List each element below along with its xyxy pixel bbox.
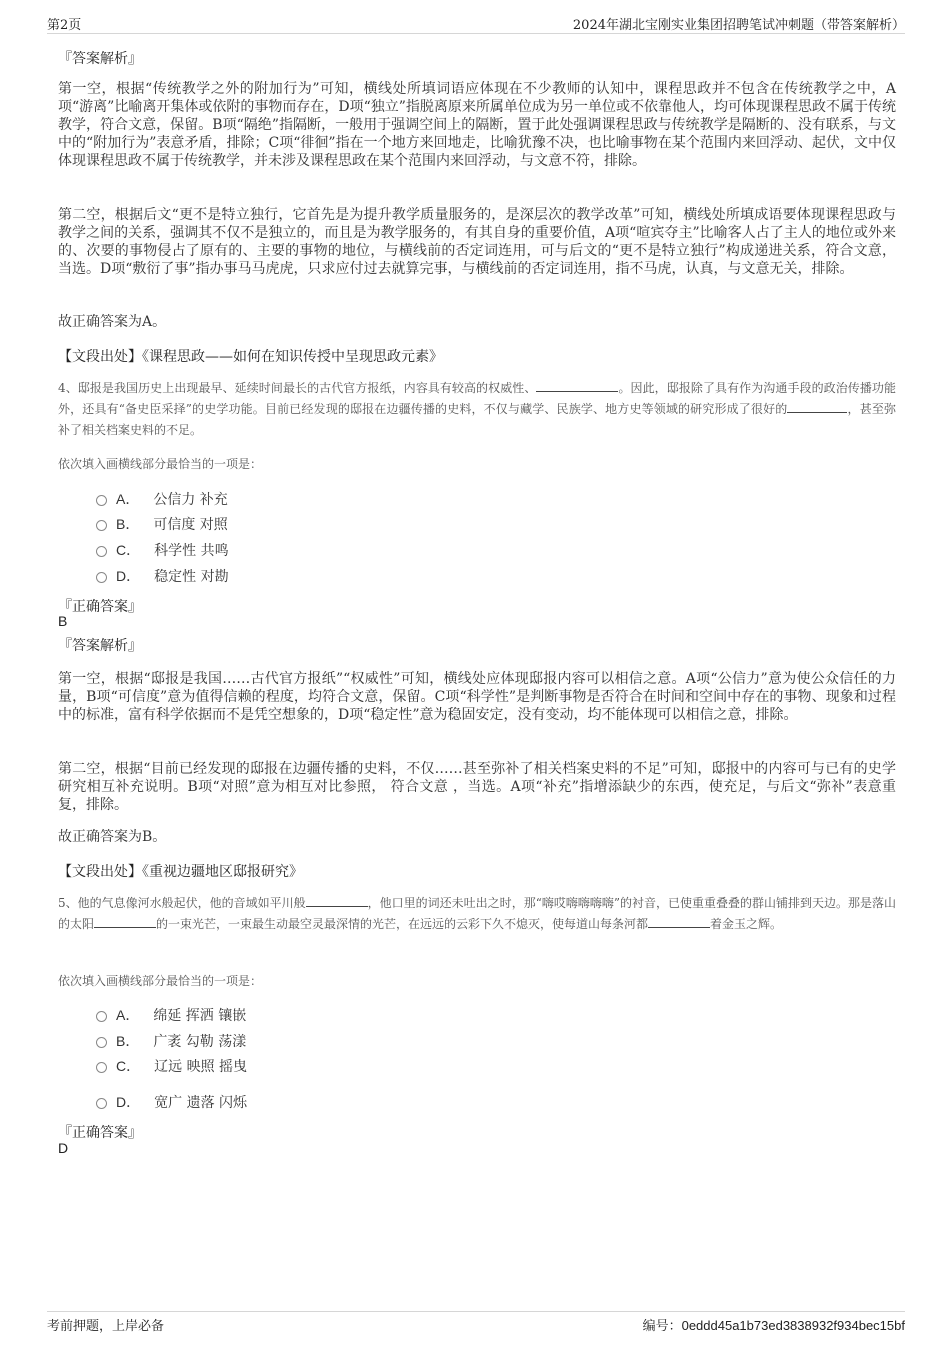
radio-icon[interactable] (96, 1037, 107, 1048)
radio-icon[interactable] (96, 1011, 107, 1022)
footer-slogan: 考前押题，上岸必备 (47, 1319, 165, 1334)
q4-conclusion: 故正确答案为B。 (58, 829, 167, 845)
q5-blank-1 (306, 893, 368, 907)
q3-analysis-paragraph-1: 第一空，根据“传统教学之外的附加行为”可知，横线处所填词语应体现在不少教师的认知中，课程思政并不包含在传统教学之中，A项“游离”比喻离开集体或依附的事物而存在，D项“独立”指脱离原来所属单位成为另一单位或不依靠他人，均可体现课程思政不属于传统教学，符合文意，保留。B项“隔绝”指隔断，一般用于强调空间上的隔断，置于此处强调课程思政与传统教学是隔断的、没有联系，与文中的“附加行为”表意矛盾，排除；C项“徘徊”指在一个地方来回地走，比喻犹豫不决，也比喻事物在某个范围内来回浮动、起伏，文中仅体现课程思政不属于传统教学，并未涉及课程思政在某个范围内来回浮动，与文意不符，排除。 (58, 81, 896, 169)
radio-icon[interactable] (96, 572, 107, 583)
q4-correct-label: 『正确答案』 (58, 599, 142, 615)
q5-option-a[interactable]: A． 绵延 挥洒 镶嵌 (96, 1005, 246, 1025)
q4-option-a[interactable]: A． 公信力 补充 (96, 489, 228, 509)
page-number: 第2页 (47, 18, 82, 33)
q4-option-d[interactable]: D． 稳定性 对勘 (96, 566, 229, 586)
q5-option-d[interactable]: D． 宽广 遗落 闪烁 (96, 1092, 247, 1112)
q4-stem: 4、邸报是我国历史上出现最早、延续时间最长的古代官方报纸，内容具有较高的权威性、 。因此，邸报除了具有作为沟通手段的政治传播功能外，还具有“备史臣采择”的史学功能。目前已经发现的邸报在边疆传播的史料，不仅与藏学、民族学、地方史等领域的研究形成了很好的 ，甚至弥补了相关档案史料的不足。 (58, 378, 896, 441)
document-title: 2024年湖北宝刚实业集团招聘笔试冲刺题（带答案解析） (572, 18, 905, 33)
q4-blank-2 (787, 399, 847, 413)
q4-option-c[interactable]: C． 科学性 共鸣 (96, 540, 229, 560)
radio-icon[interactable] (96, 1062, 107, 1073)
q4-analysis-paragraph-2: 第二空，根据“目前已经发现的邸报在边疆传播的史料，不仅……甚至弥补了相关档案史料的不足”可知，邸报中的内容可与已有的史学研究相互补充说明。B项“对照”意为相互对比参照， 符合文意 ，当选。A项“补充”指增添缺少的东西，使充足，与后文“弥补”表意重复，排除。 (58, 761, 896, 813)
q5-instruction: 依次填入画横线部分最恰当的一项是： (58, 974, 263, 988)
q3-conclusion: 故正确答案为A。 (58, 314, 167, 330)
q5-blank-3 (648, 914, 710, 928)
footer-code: 编号：0eddd45a1b73ed3838932f934bec15bf (642, 1318, 905, 1334)
q5-option-c[interactable]: C． 辽远 映照 摇曳 (96, 1056, 247, 1076)
q5-option-b[interactable]: B． 广袤 勾勒 荡漾 (96, 1031, 246, 1051)
q4-instruction: 依次填入画横线部分最恰当的一项是： (58, 457, 263, 471)
q4-source: 【文段出处】《重视边疆地区邸报研究》 (58, 864, 303, 880)
q4-analysis-paragraph-1: 第一空，根据“邸报是我国……古代官方报纸”“权威性”可知，横线处应体现邸报内容可以相信之意。A项“公信力”意为使公众信任的力量，B项“可信度”意为值得信赖的程度，均符合文意，保留。C项“科学性”是判断事物是否符合在时间和空间中存在的事物、现象和过程中的标准，富有科学依据而不是凭空想象的，D项“稳定性”意为稳固安定，没有变动，均不能体现可以相信之意，排除。 (58, 671, 896, 723)
q4-option-b[interactable]: B． 可信度 对照 (96, 514, 228, 534)
q5-stem: 5、他的气息像河水般起伏，他的音域如平川般 ，他口里的词还未吐出之时，那“嗨哎嗨嗨嗨嗨”的衬音，已使重重叠叠的群山铺排到天边。那是落山的太阳 的一束光芒，一束最生动最空灵最深情的光芒，在远远的云彩下久不熄灭，使每道山每条河都 着金玉之辉。 (58, 893, 896, 935)
q4-correct-answer: B (58, 613, 68, 629)
q5-correct-answer: D (58, 1140, 69, 1156)
q3-analysis-label: 『答案解析』 (58, 51, 142, 67)
radio-icon[interactable] (96, 546, 107, 557)
page-footer (47, 1311, 905, 1336)
radio-icon[interactable] (96, 1098, 107, 1109)
q4-analysis-label: 『答案解析』 (58, 638, 142, 654)
radio-icon[interactable] (96, 520, 107, 531)
q4-blank-1 (536, 378, 618, 392)
radio-icon[interactable] (96, 495, 107, 506)
q3-source: 【文段出处】《课程思政——如何在知识传授中呈现思政元素》 (58, 349, 443, 365)
page-header (47, 13, 905, 34)
q5-blank-2 (94, 914, 156, 928)
q3-analysis-paragraph-2: 第二空，根据后文“更不是特立独行，它首先是为提升教学质量服务的，是深层次的教学改革”可知，横线处所填成语要体现课程思政与教学之间的关系，强调其不仅不是独立的，而且是为教学服务的，有其自身的重要价值，A项“喧宾夺主”比喻客人占了主人的地位或外来的、次要的事物侵占了原有的、主要的事物的地位，与横线前的否定词连用，可与后文的“更不是特立独行”构成递进关系，符合文意，当选。D项“敷衍了事”指办事马马虎虎，只求应付过去就算完事，与横线前的否定词连用，指不马虎，认真，与文意无关，排除。 (58, 207, 896, 277)
q5-correct-label: 『正确答案』 (58, 1125, 142, 1141)
